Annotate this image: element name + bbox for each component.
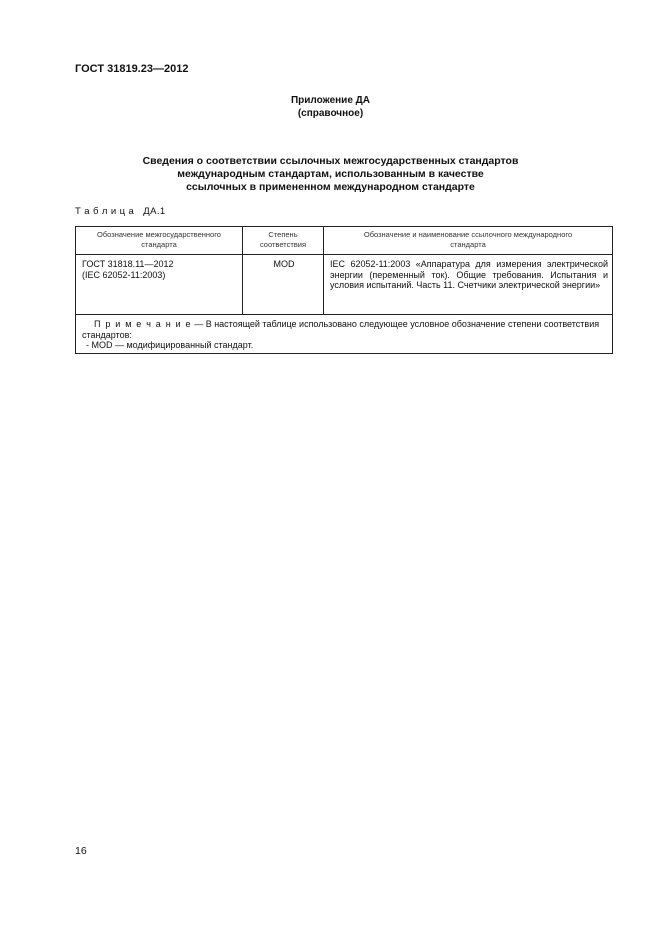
column-header-standard: Обозначение межгосударственного стандарта	[76, 227, 243, 255]
annex-kind: (справочное)	[297, 108, 364, 119]
compliance-table	[75, 226, 613, 354]
document-code: ГОСТ 31819.23—2012	[75, 63, 189, 75]
column-header-degree: Степень соответствия	[243, 227, 324, 255]
table-note	[76, 315, 613, 354]
page-number: 16	[75, 845, 87, 857]
cell-reference: IEC 62052-11:2003 «Аппаратура для измерения электрической энергии (переменный ток). Общие требования. Испытания и условия испытаний. Часть 11. Счетчики электрической энергии»	[324, 255, 613, 315]
cell-standard: ГОСТ 31818.11—2012 (IEC 62052-11:2003)	[76, 255, 243, 315]
cell-degree: MOD	[243, 255, 324, 315]
section-title-line: Сведения о соответствии ссылочных межгосударственных стандартов	[142, 155, 519, 167]
table-note-row	[76, 315, 613, 354]
annex-title: Приложение ДА	[290, 95, 371, 106]
note-item: - MOD — модифицированный стандарт.	[86, 340, 254, 350]
table-header-row	[76, 227, 613, 255]
table-caption: Т а б л и ц а ДА.1	[75, 206, 166, 217]
section-title-line: международным стандартам, использованным в качестве	[177, 168, 484, 180]
column-header-reference: Обозначение и наименование ссылочного международного стандарта	[324, 227, 613, 255]
section-title-line: ссылочных в примененном международном стандарте	[186, 181, 475, 193]
table-row	[76, 255, 613, 315]
note-label: П р и м е ч а н и е	[94, 319, 192, 329]
note-text: — В настоящей таблице использовано следующее условное обозначение степени соответствия стандартов:	[82, 319, 600, 340]
section-title	[110, 155, 551, 194]
